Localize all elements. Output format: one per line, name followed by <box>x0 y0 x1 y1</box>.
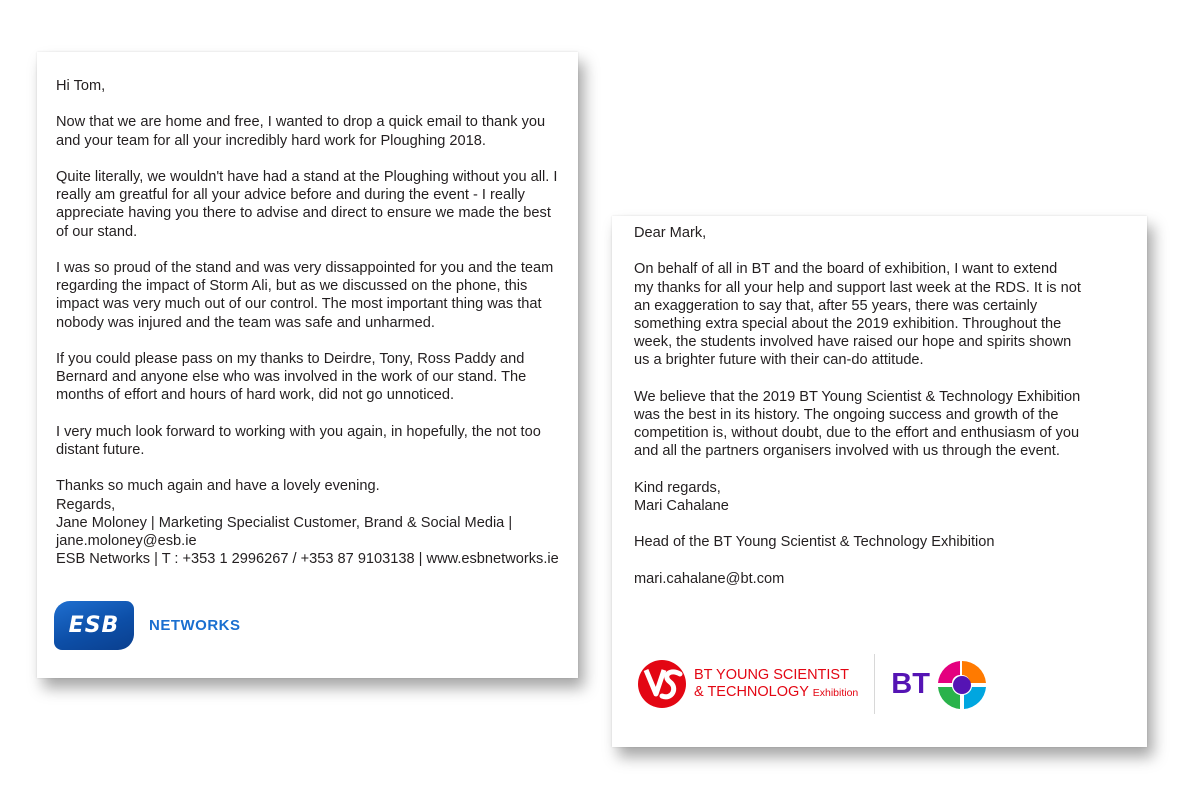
bt-logo-text: BT <box>891 667 930 700</box>
young-scientist-line2: & TECHNOLOGY <box>694 683 809 700</box>
letter-paragraph: Quite literally, we wouldn't have had a stand at the Ploughing without you all. I really am greatful for all your advice before and during the event - I really appreciate having you there to advise and direct to ensure we made the best of our stand. <box>56 168 558 240</box>
young-scientist-line1: BT YOUNG SCIENTIST <box>694 666 849 683</box>
young-scientist-logo-icon <box>636 658 688 710</box>
young-scientist-logo-text <box>694 667 858 702</box>
letter-bt <box>612 216 1147 747</box>
letter-paragraph: We believe that the 2019 BT Young Scientist & Technology Exhibition was the best in its history. The ongoing success and growth of the competition is, without doubt, due to the effort and enthusiasm of you and all the partners organisers involved with us through the event. <box>634 388 1081 460</box>
letter-paragraph: If you could please pass on my thanks to Deirdre, Tony, Ross Paddy and Bernard and anyone else who was involved in the work of our stand. The months of effort and hours of hard work, did not go unnoticed. <box>56 350 527 404</box>
young-scientist-exhibition: Exhibition <box>812 686 859 699</box>
esb-logo-icon <box>54 601 134 650</box>
letter-esb <box>37 52 578 678</box>
logo-divider <box>874 654 875 714</box>
letter-signature: Thanks so much again and have a lovely evening. Regards, Jane Moloney | Marketing Specialist Customer, Brand & Social Media | jane.moloney@esb.ie ESB Networks | T : +353 1 2996267 / +353 87 9103138 | www.esbnetworks.ie <box>56 478 559 568</box>
letter-paragraph: On behalf of all in BT and the board of exhibition, I want to extend my thanks for all your help and support last week at the RDS. It is not an exaggeration to say that, after 55 years, there was certainly something extra special about the 2019 exhibition. Throughout the week, the students involved have raised our hope and spirits shown us a brighter future with their can-do attitude. <box>634 261 1081 369</box>
esb-networks-logo <box>54 601 241 650</box>
bt-globe-icon <box>934 657 990 711</box>
bt-logos <box>636 654 990 714</box>
letter-paragraph: I very much look forward to working with you again, in hopefully, the not too distant future. <box>56 423 541 458</box>
letter-paragraph: I was so proud of the stand and was very dissappointed for you and the team regarding the impact of Storm Ali, but as we discussed on the phone, this impact was very much out of our control. The most important thing was that nobody was injured and the team was safe and unharmed. <box>56 259 554 331</box>
letter-greeting: Dear Mark, <box>634 225 707 241</box>
esb-logo-text: ESB <box>68 613 120 638</box>
letter-paragraph: Now that we are home and free, I wanted to drop a quick email to thank you and your team for all your incredibly hard work for Ploughing 2018. <box>56 114 546 149</box>
letter-signoff: Kind regards, Mari Cahalane <box>634 479 729 514</box>
letter-email: mari.cahalane@bt.com <box>634 570 785 587</box>
networks-logo-text: NETWORKS <box>149 617 241 634</box>
letter-greeting: Hi Tom, <box>56 78 106 94</box>
letter-title-line: Head of the BT Young Scientist & Technology Exhibition <box>634 534 995 551</box>
